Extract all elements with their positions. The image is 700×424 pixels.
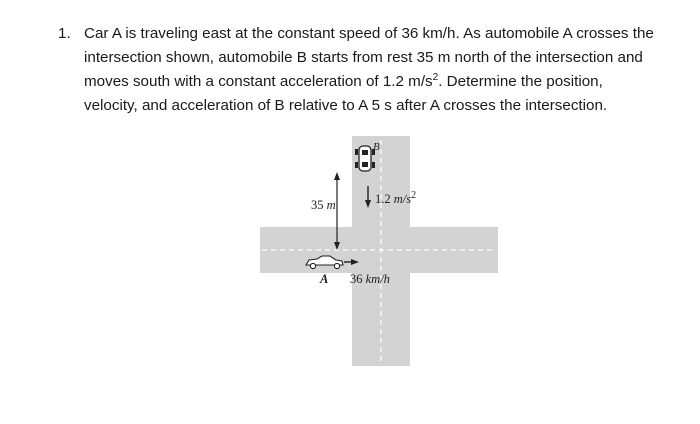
label-distance: 35 m <box>311 198 336 212</box>
problem-line-2: intersection shown, automobile B starts from rest 35 m north of the intersection and <box>84 49 643 66</box>
label-speed: 36 km/h <box>350 272 390 286</box>
problem-line-3-tail: . Determine the position, <box>438 73 603 90</box>
problem-line-4: velocity, and acceleration of B relative to A 5 s after A crosses the intersection. <box>84 97 608 114</box>
label-acceleration: 1.2 $m/s^2$ <box>375 189 417 206</box>
label-b: B <box>373 141 380 153</box>
problem-line-3-text: moves south with a constant acceleration of 1.2 m/s <box>84 73 433 90</box>
problem-number: 1. <box>58 25 71 42</box>
problem-line-1: Car A is traveling east at the constant speed of 36 km/h. As automobile A crosses the <box>84 25 654 42</box>
problem-line-3-superscript: 2 <box>432 71 439 83</box>
label-a: A <box>320 272 329 286</box>
